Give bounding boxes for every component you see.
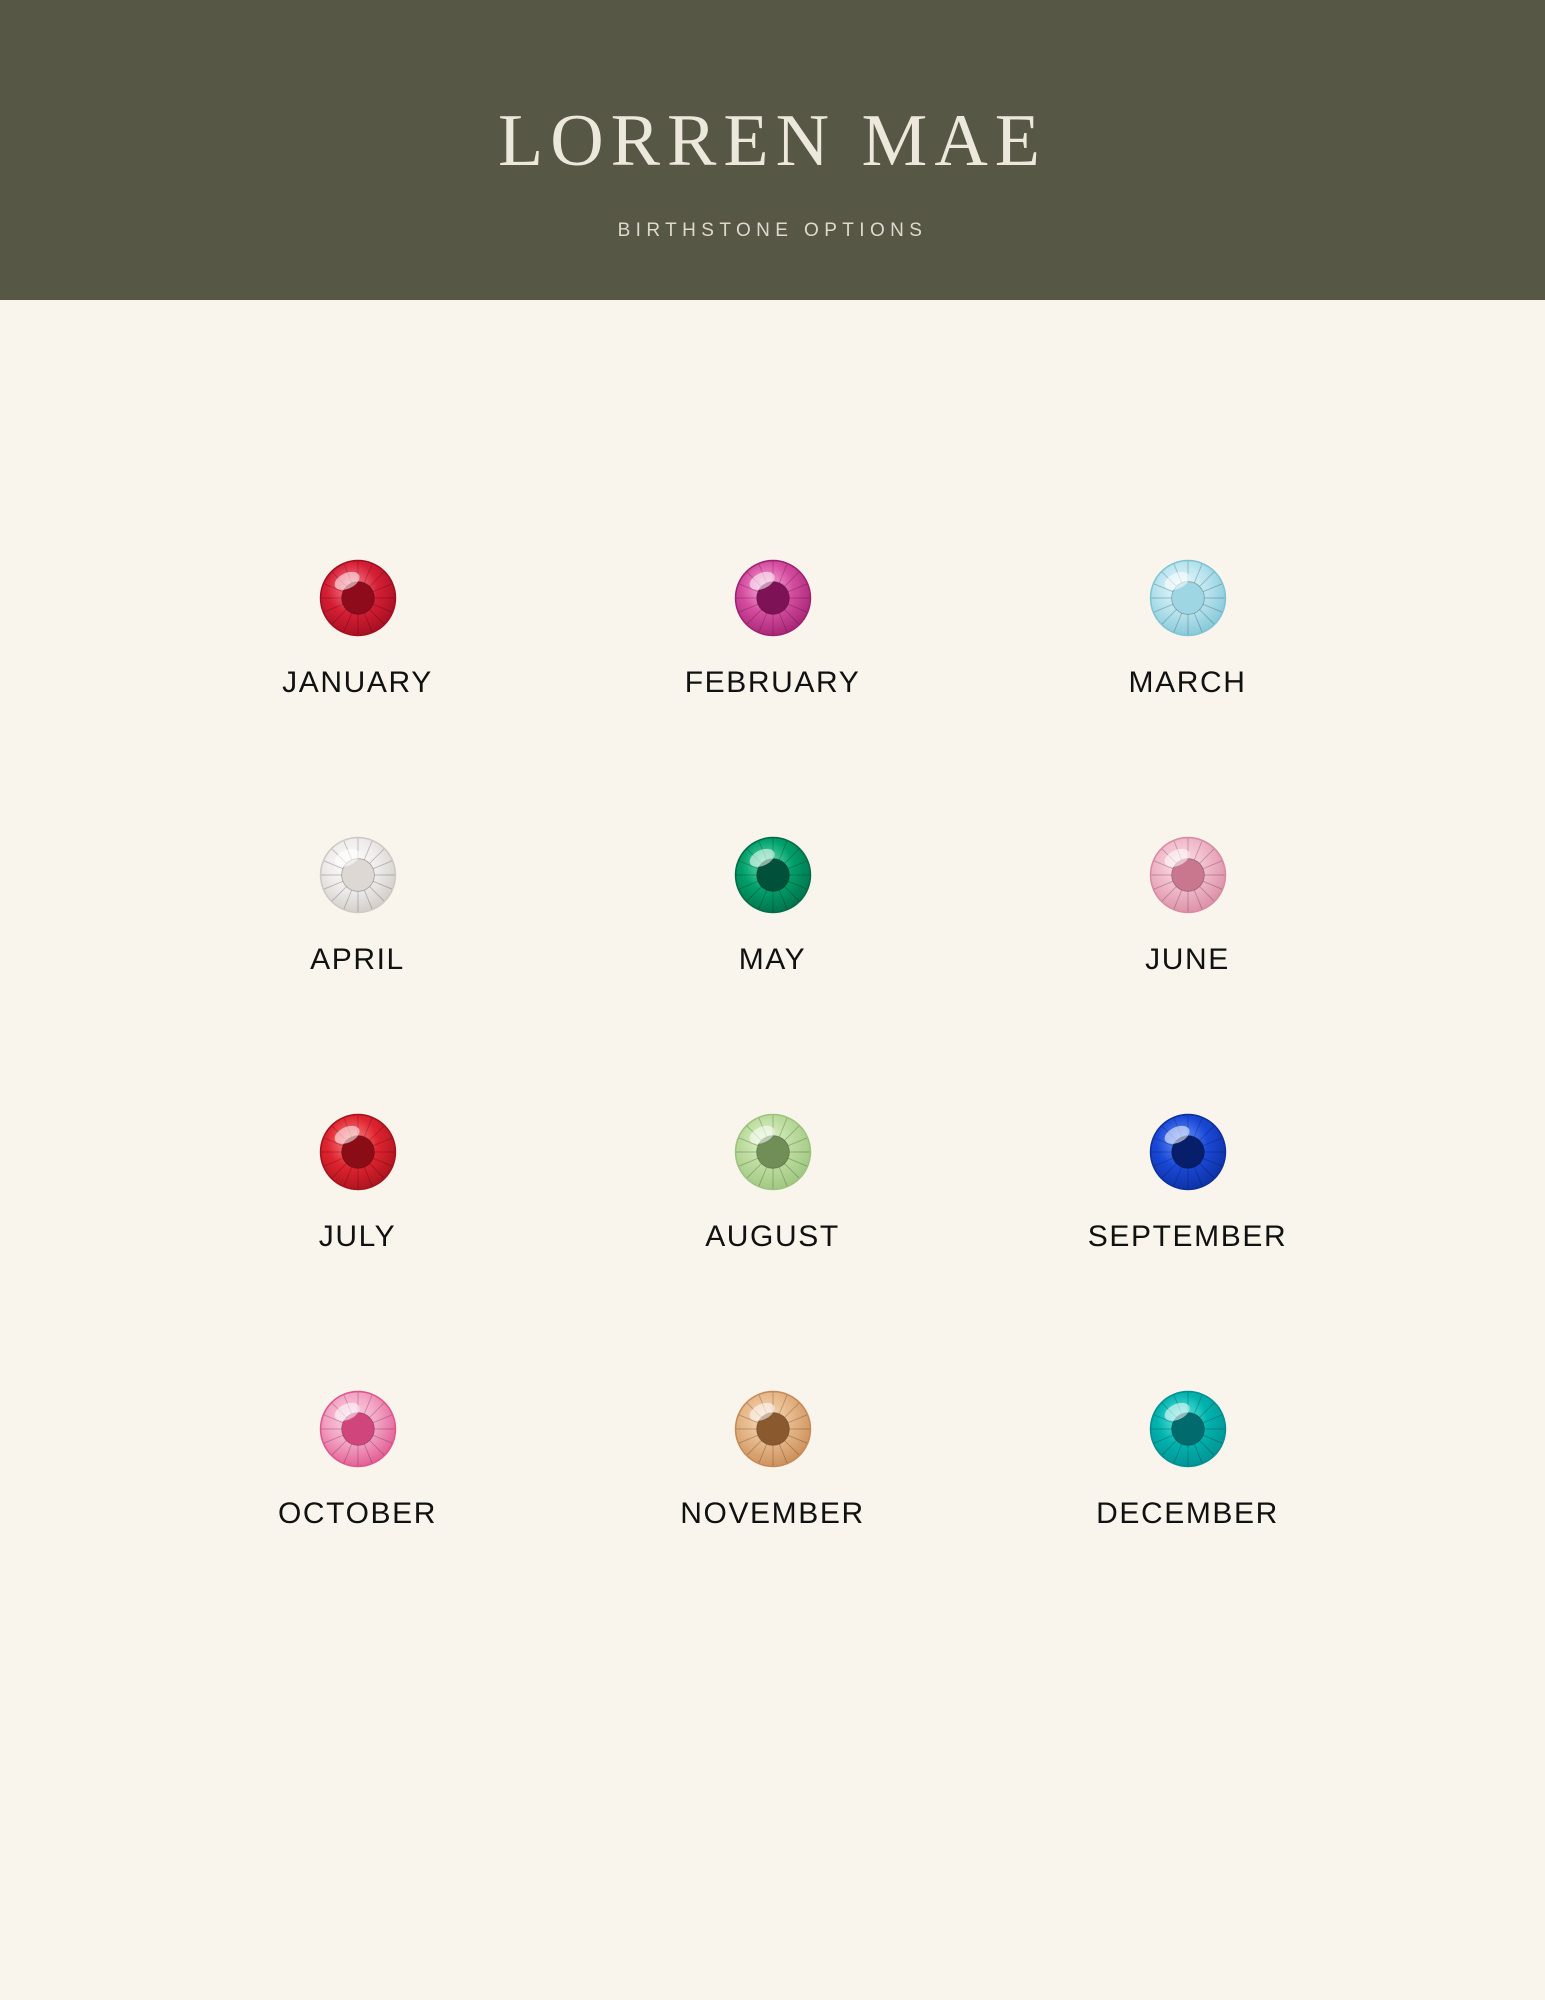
month-label: OCTOBER <box>277 1497 437 1530</box>
gemstone-icon <box>1140 550 1236 646</box>
birthstone-cell[interactable] <box>150 1104 565 1254</box>
birthstone-cell[interactable] <box>980 1104 1395 1254</box>
birthstone-cell[interactable] <box>565 1381 980 1531</box>
month-label: NOVEMBER <box>680 1497 865 1530</box>
birthstone-cell[interactable] <box>150 827 565 977</box>
page-header <box>0 0 1545 300</box>
month-label: SEPTEMBER <box>1087 1220 1288 1253</box>
gemstone-icon <box>310 550 406 646</box>
birthstone-cell[interactable] <box>565 1104 980 1254</box>
month-label: JULY <box>318 1220 397 1253</box>
gemstone-icon <box>310 1104 406 1200</box>
gemstone-icon <box>1140 1104 1236 1200</box>
birthstone-cell[interactable] <box>565 550 980 700</box>
gemstone-icon <box>1140 827 1236 923</box>
gemstone-icon <box>725 1381 821 1477</box>
gemstone-icon <box>310 1381 406 1477</box>
gemstone-icon <box>725 827 821 923</box>
birthstone-cell[interactable] <box>150 550 565 700</box>
birthstone-cell[interactable] <box>980 827 1395 977</box>
month-label: MAY <box>738 943 807 976</box>
gemstone-icon <box>725 550 821 646</box>
birthstone-cell[interactable] <box>980 1381 1395 1531</box>
content-sheet <box>0 550 1545 1531</box>
month-label: FEBRUARY <box>684 666 861 699</box>
gemstone-icon <box>310 827 406 923</box>
page-subtitle: BIRTHSTONE OPTIONS <box>617 220 928 241</box>
gemstone-icon <box>1140 1381 1236 1477</box>
birthstone-grid <box>150 550 1395 1531</box>
birthstone-cell[interactable] <box>565 827 980 977</box>
month-label: APRIL <box>310 943 405 976</box>
birthstone-cell[interactable] <box>980 550 1395 700</box>
brand-title: LORREN MAE <box>498 100 1047 182</box>
month-label: DECEMBER <box>1096 1497 1279 1530</box>
birthstone-cell[interactable] <box>150 1381 565 1531</box>
month-label: AUGUST <box>705 1220 840 1253</box>
month-label: MARCH <box>1128 666 1247 699</box>
month-label: JANUARY <box>282 666 433 699</box>
gemstone-icon <box>725 1104 821 1200</box>
month-label: JUNE <box>1145 943 1230 976</box>
